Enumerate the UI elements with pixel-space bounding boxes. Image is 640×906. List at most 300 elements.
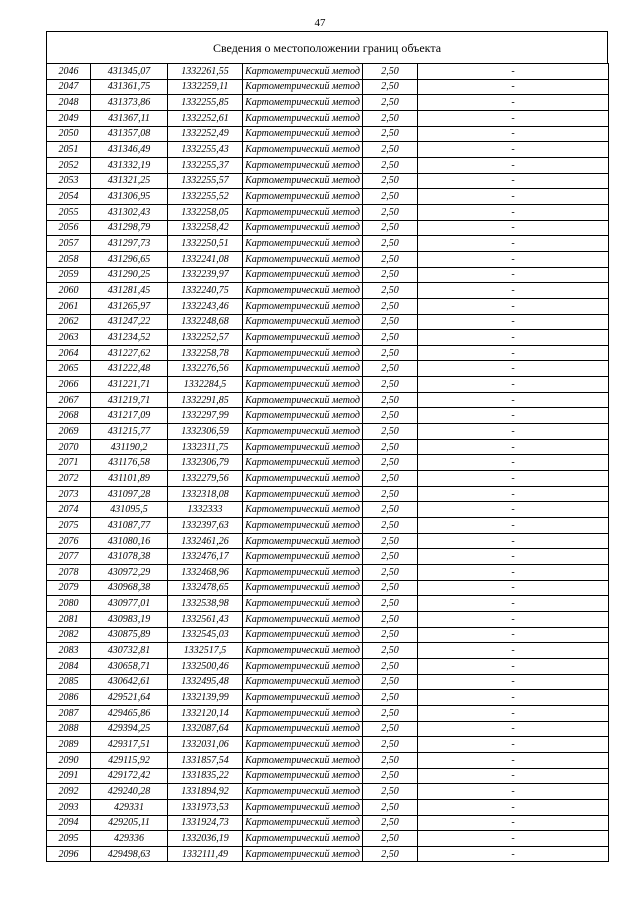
method-cell: Картометрический метод [243, 345, 363, 361]
method-cell: Картометрический метод [243, 314, 363, 330]
x-coordinate-cell: 431357,08 [91, 126, 168, 142]
y-coordinate-cell: 1332333 [168, 502, 243, 518]
method-cell: Картометрический метод [243, 815, 363, 831]
note-cell: - [418, 236, 609, 252]
table-row [47, 204, 609, 220]
x-coordinate-cell: 431302,43 [91, 204, 168, 220]
point-number-cell: 2080 [47, 596, 91, 612]
accuracy-cell: 2,50 [363, 737, 418, 753]
accuracy-cell: 2,50 [363, 752, 418, 768]
y-coordinate-cell: 1332276,56 [168, 361, 243, 377]
x-coordinate-cell: 429521,64 [91, 690, 168, 706]
accuracy-cell: 2,50 [363, 815, 418, 831]
point-number-cell: 2078 [47, 565, 91, 581]
point-number-cell: 2066 [47, 377, 91, 393]
method-cell: Картометрический метод [243, 596, 363, 612]
point-number-cell: 2054 [47, 189, 91, 205]
note-cell: - [418, 549, 609, 565]
x-coordinate-cell: 431297,73 [91, 236, 168, 252]
x-coordinate-cell: 431078,38 [91, 549, 168, 565]
accuracy-cell: 2,50 [363, 314, 418, 330]
point-number-cell: 2076 [47, 533, 91, 549]
point-number-cell: 2072 [47, 471, 91, 487]
accuracy-cell: 2,50 [363, 330, 418, 346]
y-coordinate-cell: 1332306,59 [168, 424, 243, 440]
note-cell: - [418, 518, 609, 534]
accuracy-cell: 2,50 [363, 627, 418, 643]
accuracy-cell: 2,50 [363, 110, 418, 126]
x-coordinate-cell: 430972,29 [91, 565, 168, 581]
table-row [47, 142, 609, 158]
x-coordinate-cell: 429172,42 [91, 768, 168, 784]
method-cell: Картометрический метод [243, 799, 363, 815]
point-number-cell: 2094 [47, 815, 91, 831]
x-coordinate-cell: 431087,77 [91, 518, 168, 534]
note-cell: - [418, 110, 609, 126]
x-coordinate-cell: 431234,52 [91, 330, 168, 346]
method-cell: Картометрический метод [243, 831, 363, 847]
y-coordinate-cell: 1332461,26 [168, 533, 243, 549]
x-coordinate-cell: 431215,77 [91, 424, 168, 440]
accuracy-cell: 2,50 [363, 439, 418, 455]
point-number-cell: 2064 [47, 345, 91, 361]
table-row [47, 439, 609, 455]
method-cell: Картометрический метод [243, 361, 363, 377]
y-coordinate-cell: 1332240,75 [168, 283, 243, 299]
point-number-cell: 2068 [47, 408, 91, 424]
point-number-cell: 2074 [47, 502, 91, 518]
table-row [47, 110, 609, 126]
point-number-cell: 2085 [47, 674, 91, 690]
x-coordinate-cell: 431290,25 [91, 267, 168, 283]
table-row [47, 157, 609, 173]
point-number-cell: 2077 [47, 549, 91, 565]
accuracy-cell: 2,50 [363, 611, 418, 627]
table-row [47, 126, 609, 142]
y-coordinate-cell: 1332255,52 [168, 189, 243, 205]
accuracy-cell: 2,50 [363, 533, 418, 549]
accuracy-cell: 2,50 [363, 283, 418, 299]
note-cell: - [418, 79, 609, 95]
accuracy-cell: 2,50 [363, 142, 418, 158]
table-row [47, 643, 609, 659]
y-coordinate-cell: 1332258,78 [168, 345, 243, 361]
x-coordinate-cell: 431346,49 [91, 142, 168, 158]
method-cell: Картометрический метод [243, 705, 363, 721]
y-coordinate-cell: 1332036,19 [168, 831, 243, 847]
point-number-cell: 2073 [47, 486, 91, 502]
accuracy-cell: 2,50 [363, 64, 418, 80]
method-cell: Картометрический метод [243, 424, 363, 440]
accuracy-cell: 2,50 [363, 580, 418, 596]
point-number-cell: 2063 [47, 330, 91, 346]
point-number-cell: 2083 [47, 643, 91, 659]
x-coordinate-cell: 431247,22 [91, 314, 168, 330]
method-cell: Картометрический метод [243, 204, 363, 220]
method-cell: Картометрический метод [243, 408, 363, 424]
point-number-cell: 2079 [47, 580, 91, 596]
note-cell: - [418, 690, 609, 706]
note-cell: - [418, 330, 609, 346]
method-cell: Картометрический метод [243, 377, 363, 393]
method-cell: Картометрический метод [243, 721, 363, 737]
method-cell: Картометрический метод [243, 549, 363, 565]
x-coordinate-cell: 430658,71 [91, 658, 168, 674]
accuracy-cell: 2,50 [363, 846, 418, 862]
x-coordinate-cell: 429205,11 [91, 815, 168, 831]
y-coordinate-cell: 1332239,97 [168, 267, 243, 283]
y-coordinate-cell: 1332241,08 [168, 251, 243, 267]
method-cell: Картометрический метод [243, 110, 363, 126]
x-coordinate-cell: 429465,86 [91, 705, 168, 721]
method-cell: Картометрический метод [243, 157, 363, 173]
accuracy-cell: 2,50 [363, 799, 418, 815]
point-number-cell: 2093 [47, 799, 91, 815]
note-cell: - [418, 95, 609, 111]
x-coordinate-cell: 431332,19 [91, 157, 168, 173]
accuracy-cell: 2,50 [363, 518, 418, 534]
table-row [47, 611, 609, 627]
y-coordinate-cell: 1332261,55 [168, 64, 243, 80]
x-coordinate-cell: 431222,48 [91, 361, 168, 377]
x-coordinate-cell: 430977,01 [91, 596, 168, 612]
method-cell: Картометрический метод [243, 455, 363, 471]
table-row [47, 502, 609, 518]
accuracy-cell: 2,50 [363, 204, 418, 220]
y-coordinate-cell: 1332495,48 [168, 674, 243, 690]
accuracy-cell: 2,50 [363, 157, 418, 173]
accuracy-cell: 2,50 [363, 721, 418, 737]
y-coordinate-cell: 1332545,03 [168, 627, 243, 643]
note-cell: - [418, 674, 609, 690]
x-coordinate-cell: 431298,79 [91, 220, 168, 236]
method-cell: Картометрический метод [243, 471, 363, 487]
y-coordinate-cell: 1332259,11 [168, 79, 243, 95]
note-cell: - [418, 220, 609, 236]
note-cell: - [418, 658, 609, 674]
method-cell: Картометрический метод [243, 173, 363, 189]
x-coordinate-cell: 431373,86 [91, 95, 168, 111]
note-cell: - [418, 345, 609, 361]
method-cell: Картометрический метод [243, 267, 363, 283]
y-coordinate-cell: 1332252,57 [168, 330, 243, 346]
y-coordinate-cell: 1332087,64 [168, 721, 243, 737]
y-coordinate-cell: 1332476,17 [168, 549, 243, 565]
accuracy-cell: 2,50 [363, 455, 418, 471]
table-row [47, 377, 609, 393]
method-cell: Картометрический метод [243, 643, 363, 659]
point-number-cell: 2056 [47, 220, 91, 236]
note-cell: - [418, 580, 609, 596]
accuracy-cell: 2,50 [363, 377, 418, 393]
method-cell: Картометрический метод [243, 283, 363, 299]
note-cell: - [418, 157, 609, 173]
note-cell: - [418, 596, 609, 612]
note-cell: - [418, 189, 609, 205]
y-coordinate-cell: 1331835,22 [168, 768, 243, 784]
method-cell: Картометрический метод [243, 580, 363, 596]
x-coordinate-cell: 431219,71 [91, 392, 168, 408]
table-row [47, 549, 609, 565]
x-coordinate-cell: 431296,65 [91, 251, 168, 267]
note-cell: - [418, 392, 609, 408]
table-row [47, 330, 609, 346]
y-coordinate-cell: 1332478,65 [168, 580, 243, 596]
note-cell: - [418, 831, 609, 847]
note-cell: - [418, 361, 609, 377]
y-coordinate-cell: 1331894,92 [168, 784, 243, 800]
accuracy-cell: 2,50 [363, 784, 418, 800]
y-coordinate-cell: 1332031,06 [168, 737, 243, 753]
table-row [47, 784, 609, 800]
method-cell: Картометрический метод [243, 251, 363, 267]
accuracy-cell: 2,50 [363, 361, 418, 377]
point-number-cell: 2061 [47, 298, 91, 314]
note-cell: - [418, 377, 609, 393]
table-row [47, 392, 609, 408]
note-cell: - [418, 752, 609, 768]
x-coordinate-cell: 431097,28 [91, 486, 168, 502]
x-coordinate-cell: 431306,95 [91, 189, 168, 205]
accuracy-cell: 2,50 [363, 643, 418, 659]
note-cell: - [418, 126, 609, 142]
table-row [47, 705, 609, 721]
accuracy-cell: 2,50 [363, 486, 418, 502]
table-row [47, 752, 609, 768]
method-cell: Картометрический метод [243, 752, 363, 768]
method-cell: Картометрический метод [243, 611, 363, 627]
note-cell: - [418, 768, 609, 784]
note-cell: - [418, 705, 609, 721]
table-row [47, 298, 609, 314]
method-cell: Картометрический метод [243, 518, 363, 534]
x-coordinate-cell: 430642,61 [91, 674, 168, 690]
table-row [47, 283, 609, 299]
note-cell: - [418, 298, 609, 314]
accuracy-cell: 2,50 [363, 298, 418, 314]
accuracy-cell: 2,50 [363, 189, 418, 205]
x-coordinate-cell: 430732,81 [91, 643, 168, 659]
method-cell: Картометрический метод [243, 79, 363, 95]
accuracy-cell: 2,50 [363, 267, 418, 283]
x-coordinate-cell: 431367,11 [91, 110, 168, 126]
point-number-cell: 2062 [47, 314, 91, 330]
coordinates-table-body [47, 64, 609, 862]
note-cell: - [418, 314, 609, 330]
y-coordinate-cell: 1332397,63 [168, 518, 243, 534]
table-row [47, 79, 609, 95]
point-number-cell: 2055 [47, 204, 91, 220]
note-cell: - [418, 643, 609, 659]
point-number-cell: 2052 [47, 157, 91, 173]
point-number-cell: 2086 [47, 690, 91, 706]
table-row [47, 721, 609, 737]
accuracy-cell: 2,50 [363, 549, 418, 565]
accuracy-cell: 2,50 [363, 705, 418, 721]
accuracy-cell: 2,50 [363, 251, 418, 267]
x-coordinate-cell: 431095,5 [91, 502, 168, 518]
method-cell: Картометрический метод [243, 737, 363, 753]
point-number-cell: 2075 [47, 518, 91, 534]
note-cell: - [418, 64, 609, 80]
point-number-cell: 2092 [47, 784, 91, 800]
note-cell: - [418, 424, 609, 440]
x-coordinate-cell: 429317,51 [91, 737, 168, 753]
y-coordinate-cell: 1332111,49 [168, 846, 243, 862]
point-number-cell: 2084 [47, 658, 91, 674]
note-cell: - [418, 283, 609, 299]
point-number-cell: 2071 [47, 455, 91, 471]
table-row [47, 424, 609, 440]
method-cell: Картометрический метод [243, 486, 363, 502]
table-row [47, 95, 609, 111]
point-number-cell: 2048 [47, 95, 91, 111]
method-cell: Картометрический метод [243, 126, 363, 142]
note-cell: - [418, 204, 609, 220]
note-cell: - [418, 799, 609, 815]
note-cell: - [418, 455, 609, 471]
point-number-cell: 2095 [47, 831, 91, 847]
x-coordinate-cell: 429240,28 [91, 784, 168, 800]
method-cell: Картометрический метод [243, 298, 363, 314]
table-row [47, 596, 609, 612]
y-coordinate-cell: 1332311,75 [168, 439, 243, 455]
point-number-cell: 2057 [47, 236, 91, 252]
table-row [47, 737, 609, 753]
note-cell: - [418, 627, 609, 643]
y-coordinate-cell: 1332279,56 [168, 471, 243, 487]
x-coordinate-cell: 430968,38 [91, 580, 168, 596]
point-number-cell: 2088 [47, 721, 91, 737]
method-cell: Картометрический метод [243, 658, 363, 674]
x-coordinate-cell: 431227,62 [91, 345, 168, 361]
table-row [47, 173, 609, 189]
accuracy-cell: 2,50 [363, 565, 418, 581]
y-coordinate-cell: 1332255,37 [168, 157, 243, 173]
point-number-cell: 2058 [47, 251, 91, 267]
note-cell: - [418, 408, 609, 424]
accuracy-cell: 2,50 [363, 831, 418, 847]
y-coordinate-cell: 1332120,14 [168, 705, 243, 721]
section-title: Сведения о местоположении границ объекта [46, 31, 608, 63]
accuracy-cell: 2,50 [363, 173, 418, 189]
page-number: 47 [314, 17, 326, 29]
x-coordinate-cell: 431321,25 [91, 173, 168, 189]
table-row [47, 799, 609, 815]
y-coordinate-cell: 1332258,42 [168, 220, 243, 236]
note-cell: - [418, 611, 609, 627]
y-coordinate-cell: 1332318,08 [168, 486, 243, 502]
x-coordinate-cell: 431221,71 [91, 377, 168, 393]
note-cell: - [418, 565, 609, 581]
method-cell: Картометрический метод [243, 64, 363, 80]
accuracy-cell: 2,50 [363, 424, 418, 440]
point-number-cell: 2096 [47, 846, 91, 862]
accuracy-cell: 2,50 [363, 95, 418, 111]
accuracy-cell: 2,50 [363, 236, 418, 252]
accuracy-cell: 2,50 [363, 126, 418, 142]
y-coordinate-cell: 1332538,98 [168, 596, 243, 612]
note-cell: - [418, 251, 609, 267]
method-cell: Картометрический метод [243, 565, 363, 581]
y-coordinate-cell: 1332248,68 [168, 314, 243, 330]
method-cell: Картометрический метод [243, 439, 363, 455]
table-row [47, 846, 609, 862]
table-row [47, 690, 609, 706]
table-row [47, 627, 609, 643]
point-number-cell: 2046 [47, 64, 91, 80]
accuracy-cell: 2,50 [363, 658, 418, 674]
method-cell: Картометрический метод [243, 220, 363, 236]
y-coordinate-cell: 1332139,99 [168, 690, 243, 706]
method-cell: Картометрический метод [243, 533, 363, 549]
table-row [47, 674, 609, 690]
x-coordinate-cell: 431361,75 [91, 79, 168, 95]
table-row [47, 533, 609, 549]
note-cell: - [418, 173, 609, 189]
table-row [47, 580, 609, 596]
table-row [47, 471, 609, 487]
point-number-cell: 2051 [47, 142, 91, 158]
table-row [47, 815, 609, 831]
note-cell: - [418, 142, 609, 158]
point-number-cell: 2069 [47, 424, 91, 440]
accuracy-cell: 2,50 [363, 392, 418, 408]
y-coordinate-cell: 1332291,85 [168, 392, 243, 408]
method-cell: Картометрический метод [243, 502, 363, 518]
accuracy-cell: 2,50 [363, 690, 418, 706]
y-coordinate-cell: 1332284,5 [168, 377, 243, 393]
x-coordinate-cell: 429498,63 [91, 846, 168, 862]
y-coordinate-cell: 1332255,43 [168, 142, 243, 158]
table-row [47, 267, 609, 283]
x-coordinate-cell: 429115,92 [91, 752, 168, 768]
table-row [47, 220, 609, 236]
accuracy-cell: 2,50 [363, 345, 418, 361]
point-number-cell: 2050 [47, 126, 91, 142]
y-coordinate-cell: 1331973,53 [168, 799, 243, 815]
accuracy-cell: 2,50 [363, 596, 418, 612]
note-cell: - [418, 721, 609, 737]
point-number-cell: 2070 [47, 439, 91, 455]
boundary-table-section [46, 31, 608, 862]
y-coordinate-cell: 1332468,96 [168, 565, 243, 581]
method-cell: Картометрический метод [243, 236, 363, 252]
method-cell: Картометрический метод [243, 189, 363, 205]
method-cell: Картометрический метод [243, 784, 363, 800]
table-row [47, 236, 609, 252]
y-coordinate-cell: 1332252,49 [168, 126, 243, 142]
point-number-cell: 2081 [47, 611, 91, 627]
x-coordinate-cell: 429394,25 [91, 721, 168, 737]
x-coordinate-cell: 431345,07 [91, 64, 168, 80]
point-number-cell: 2053 [47, 173, 91, 189]
method-cell: Картометрический метод [243, 392, 363, 408]
note-cell: - [418, 815, 609, 831]
method-cell: Картометрический метод [243, 627, 363, 643]
y-coordinate-cell: 1332258,05 [168, 204, 243, 220]
y-coordinate-cell: 1332252,61 [168, 110, 243, 126]
x-coordinate-cell: 431217,09 [91, 408, 168, 424]
accuracy-cell: 2,50 [363, 220, 418, 236]
y-coordinate-cell: 1332517,5 [168, 643, 243, 659]
y-coordinate-cell: 1332255,57 [168, 173, 243, 189]
coordinates-table [46, 63, 609, 862]
accuracy-cell: 2,50 [363, 79, 418, 95]
table-row [47, 658, 609, 674]
method-cell: Картометрический метод [243, 330, 363, 346]
point-number-cell: 2059 [47, 267, 91, 283]
